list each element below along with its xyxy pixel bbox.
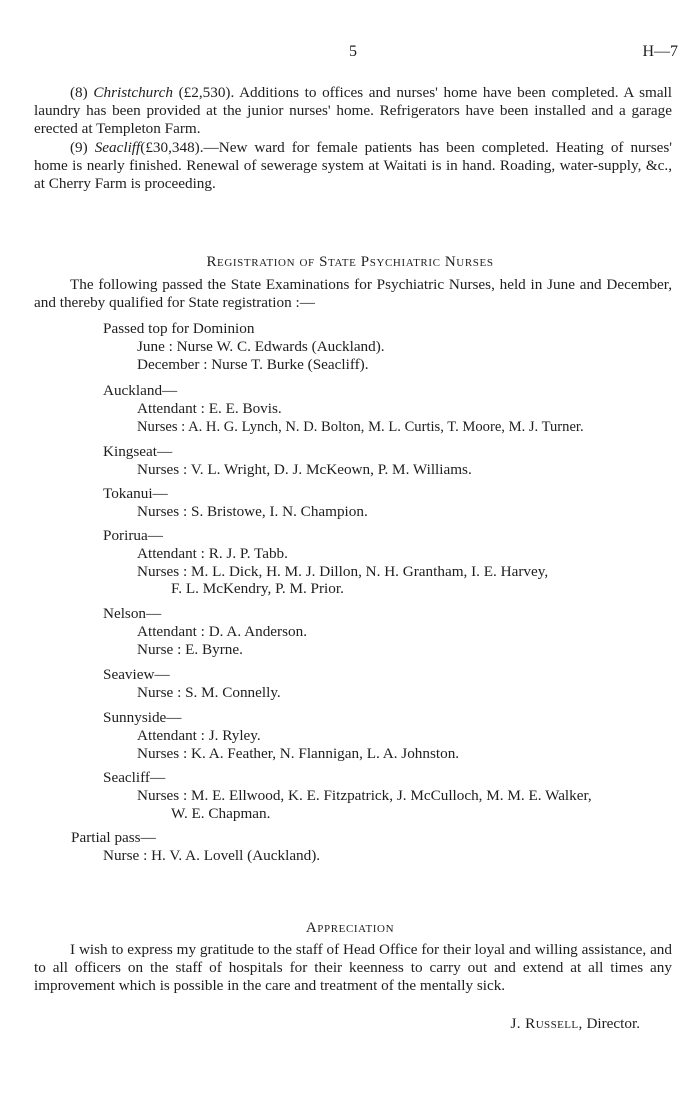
hospital-nelson: Nelson— (103, 605, 162, 622)
hospital-kingseat: Kingseat— (103, 443, 173, 460)
appreciation-text: I wish to express my gratitude to the staff of Head Office for their loyal and willing assistance, and to all officers on the staff of hospitals for their keenness to carry out and extend at all times any improvement which is possible in the care and treatment of the mentally sick. (34, 941, 672, 994)
partial-pass-nurse: Nurse : H. V. A. Lovell (Auckland). (103, 847, 321, 864)
signature (510, 1015, 640, 1033)
porirua-attendant: Attendant : R. J. P. Tabb. (137, 545, 288, 562)
tokanui-nurses: Nurses : S. Bristowe, I. N. Champion. (137, 503, 368, 520)
hospital-porirua: Porirua— (103, 527, 163, 544)
signature-title: Director. (586, 1015, 640, 1032)
partial-pass-label: Partial pass— (71, 829, 156, 846)
auckland-nurses: Nurses : A. H. G. Lynch, N. D. Bolton, M. L. Curtis, T. Moore, M. J. Turner. (137, 419, 584, 435)
registration-heading: Registration of State Psychiatric Nurses (206, 254, 494, 270)
porirua-nurses: Nurses : M. L. Dick, H. M. J. Dillon, N. H. Grantham, I. E. Harvey, (137, 563, 549, 580)
seaview-nurse: Nurse : S. M. Connelly. (137, 684, 281, 701)
kingseat-nurses: Nurses : V. L. Wright, D. J. McKeown, P. M. Williams. (137, 461, 472, 478)
hospital-seacliff: Seacliff— (103, 769, 166, 786)
signature-name: J. Russell, (510, 1015, 583, 1032)
works-paragraph-christchurch: (8) Christchurch (£2,530). Additions to offices and nurses' home have been completed. A small laundry has been provided at the junior nurses' home. Refrigerators have been installed and a garage erected at Templeton Farm. (34, 84, 672, 137)
hospital-seaview: Seaview— (103, 666, 170, 683)
top-label: Passed top for Dominion (103, 320, 255, 337)
appreciation-heading: Appreciation (305, 920, 395, 936)
hospital-tokanui: Tokanui— (103, 485, 168, 502)
place-name: Seacliff (94, 139, 141, 156)
seacliff-nurses-continued: W. E. Chapman. (171, 805, 271, 822)
auckland-attendant: Attendant : E. E. Bovis. (137, 400, 282, 417)
page-number: 5 (349, 43, 357, 60)
sunnyside-attendant: Attendant : J. Ryley. (137, 727, 261, 744)
top-december: December : Nurse T. Burke (Seacliff). (137, 356, 369, 373)
page-code: H—7 (642, 43, 678, 60)
nelson-attendant: Attendant : D. A. Anderson. (137, 623, 307, 640)
nelson-nurse: Nurse : E. Byrne. (137, 641, 243, 658)
porirua-nurses-continued: F. L. McKendry, P. M. Prior. (171, 580, 344, 597)
sunnyside-nurses: Nurses : K. A. Feather, N. Flannigan, L. A. Johnston. (137, 745, 460, 762)
hospital-sunnyside: Sunnyside— (103, 709, 182, 726)
place-name: Christchurch (93, 84, 173, 101)
top-june: June : Nurse W. C. Edwards (Auckland). (137, 338, 385, 355)
works-paragraph-seacliff: (9) Seacliff(£30,348).—New ward for female patients has been completed. Heating of nurses' home is nearly finished. Renewal of sewerage system at Waitati is in hand. Roading, water-supply, &c., at Cherry Farm is proceeding. (34, 139, 673, 192)
hospital-auckland: Auckland— (103, 382, 178, 399)
seacliff-nurses: Nurses : M. E. Ellwood, K. E. Fitzpatrick, J. McCulloch, M. M. E. Walker, (137, 787, 592, 804)
works-section (34, 84, 672, 193)
registration-intro: The following passed the State Examinations for Psychiatric Nurses, held in June and December, and thereby qualified for State registration :— (34, 276, 672, 311)
